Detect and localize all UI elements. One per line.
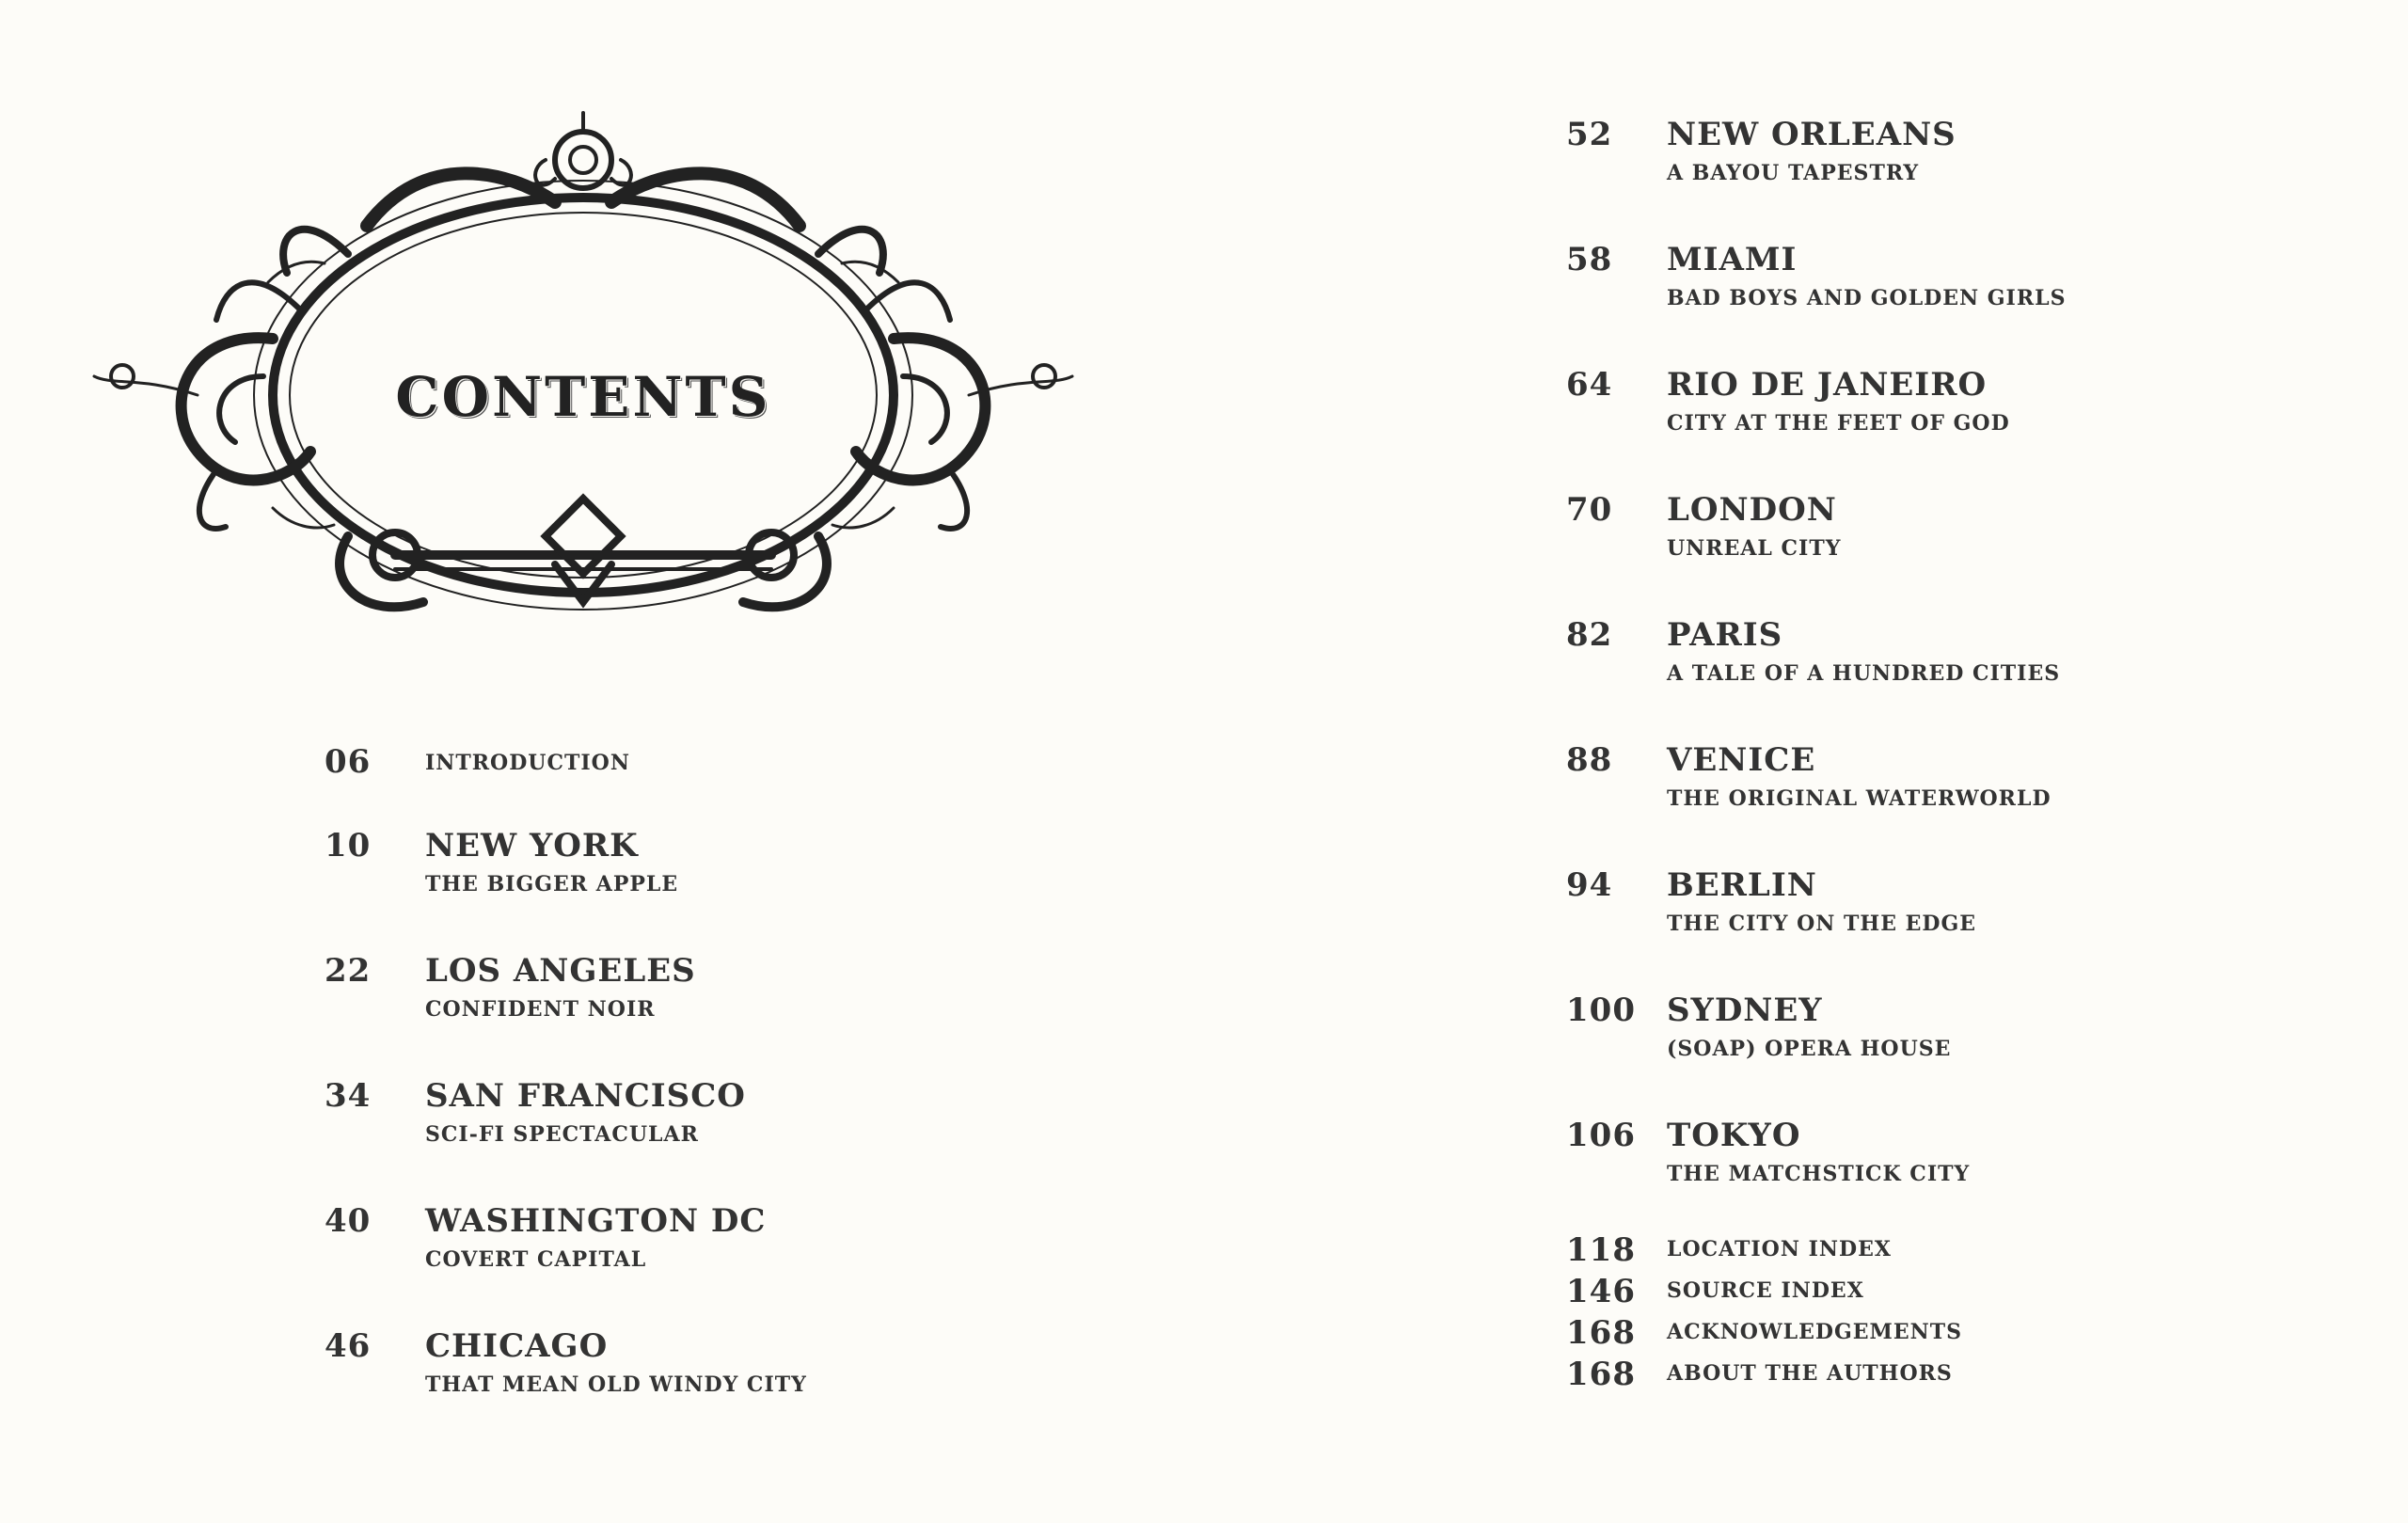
page-number: 40 [325,1202,372,1240]
entry-subtitle: A TALE OF A HUNDRED CITIES [1667,661,2061,686]
entry-label: INTRODUCTION [425,751,630,775]
entry-subtitle: THAT MEAN OLD WINDY CITY [425,1372,807,1397]
entry-title: LONDON [1667,491,1837,529]
page-number: 70 [1566,491,1613,529]
entry-title: NEW YORK [425,827,639,865]
page-title: CONTENTS [395,365,771,429]
page-number: 46 [325,1327,372,1365]
page-number: 58 [1566,241,1613,278]
entry-title: RIO DE JANEIRO [1667,366,1988,404]
page-number: 118 [1566,1231,1636,1269]
page-number: 52 [1566,116,1613,153]
entry-title: SYDNEY [1667,992,1823,1029]
page-number: 106 [1566,1117,1636,1154]
entry-label: LOCATION INDEX [1667,1237,1892,1261]
entry-label: SOURCE INDEX [1667,1278,1864,1303]
entry-subtitle: COVERT CAPITAL [425,1247,647,1272]
page-number: 06 [325,743,372,781]
page-number: 10 [325,827,372,865]
entry-subtitle: (SOAP) OPERA HOUSE [1667,1037,1952,1061]
entry-subtitle: BAD BOYS AND GOLDEN GIRLS [1667,286,2067,310]
entry-subtitle: THE BIGGER APPLE [425,872,679,896]
entry-title: SAN FRANCISCO [425,1077,746,1115]
page-number: 168 [1566,1356,1636,1393]
page-number: 100 [1566,992,1636,1029]
entry-title: LOS ANGELES [425,952,696,990]
page-number: 22 [325,952,372,990]
entry-label: ABOUT THE AUTHORS [1667,1361,1953,1386]
page-number: 94 [1566,866,1613,904]
entry-subtitle: THE CITY ON THE EDGE [1667,912,1977,936]
page-number: 34 [325,1077,372,1115]
entry-title: NEW ORLEANS [1667,116,1956,153]
entry-title: MIAMI [1667,241,1798,278]
page-number: 146 [1566,1273,1636,1310]
entry-title: TOKYO [1667,1117,1801,1154]
entry-title: PARIS [1667,616,1783,654]
page-number: 168 [1566,1314,1636,1352]
entry-subtitle: THE ORIGINAL WATERWORLD [1667,786,2052,811]
entry-subtitle: CITY AT THE FEET OF GOD [1667,411,2010,436]
entry-title: BERLIN [1667,866,1817,904]
entry-title: VENICE [1667,741,1816,779]
entry-subtitle: UNREAL CITY [1667,536,1842,561]
entry-label: ACKNOWLEDGEMENTS [1667,1320,1963,1344]
entry-subtitle: SCI-FI SPECTACULAR [425,1122,699,1147]
entry-title: WASHINGTON DC [425,1202,767,1240]
page-number: 82 [1566,616,1613,654]
entry-subtitle: A BAYOU TAPESTRY [1667,161,1920,185]
page-number: 88 [1566,741,1613,779]
page-number: 64 [1566,366,1613,404]
entry-subtitle: CONFIDENT NOIR [425,997,656,1022]
entry-subtitle: THE MATCHSTICK CITY [1667,1162,1971,1186]
entry-title: CHICAGO [425,1327,609,1365]
